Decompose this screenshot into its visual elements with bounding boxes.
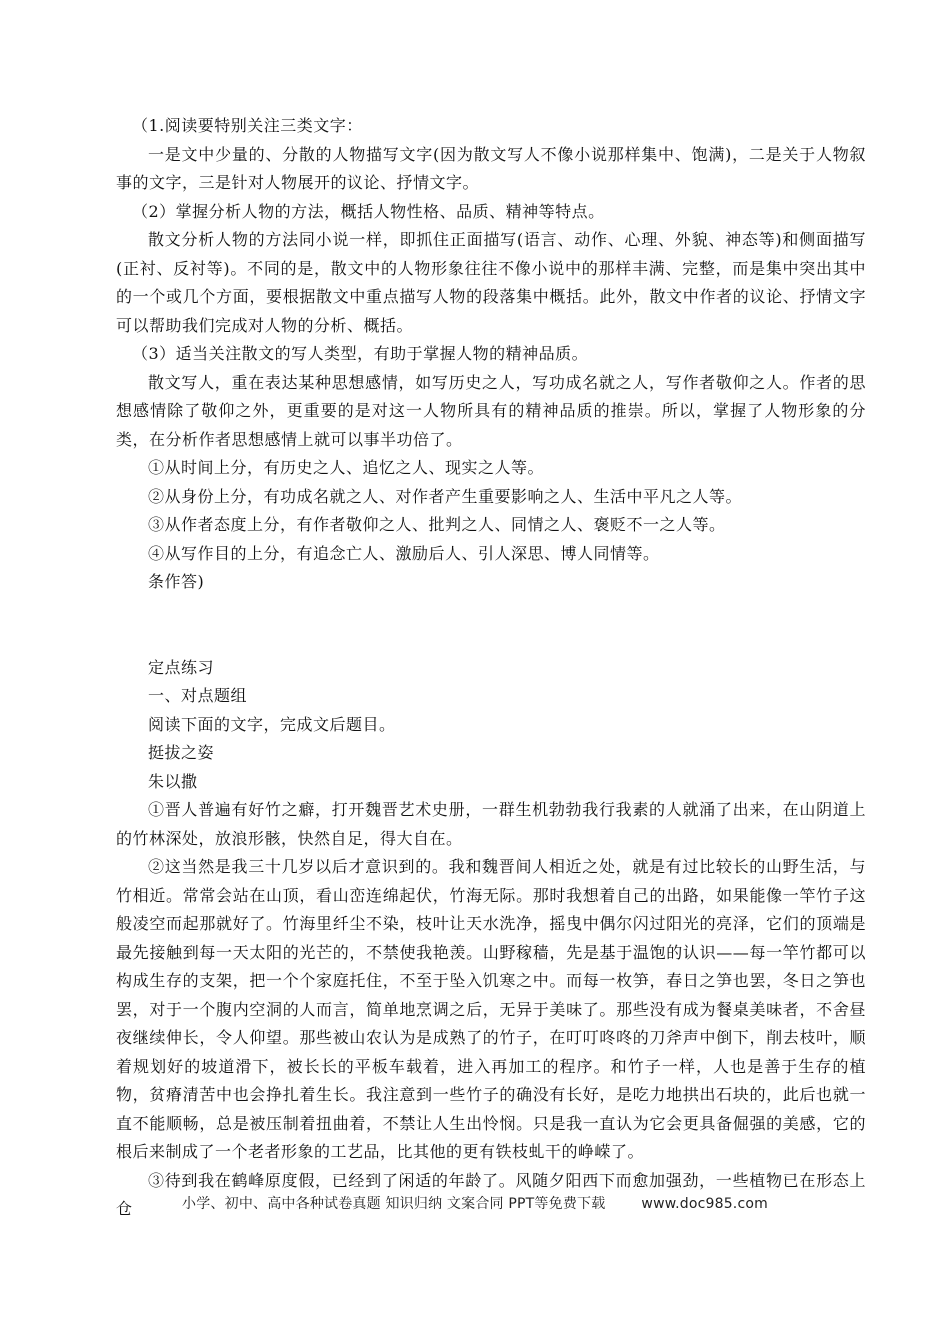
paragraph-writing-people: 散文写人，重在表达某种思想感情，如写历史之人，写功成名就之人，写作者敬仰之人。作者的思想感情除了敬仰之外，更重要的是对这一人物所具有的精神品质的推崇。所以，掌握了人物形象的分类，在分析作者思想感情上就可以事半功倍了。 [116, 372, 866, 449]
list-item-by-identity: ②从身份上分，有功成名就之人、对作者产生重要影响之人、生活中平凡之人等。 [148, 486, 743, 506]
paragraph-reading-tip-3: （3）适当关注散文的写人类型，有助于掌握人物的精神品质。 [132, 344, 589, 363]
page-footer [0, 1193, 950, 1213]
footer-site-link[interactable]: www.doc985.com [641, 1196, 768, 1212]
section-subtitle-question-group: 一、对点题组 [148, 686, 248, 705]
paragraph-fragment: 条作答) [148, 572, 205, 591]
instruction-text: 阅读下面的文字，完成文后题目。 [148, 714, 396, 734]
article-paragraph-3: ③待到我在鹤峰原度假，已经到了闲适的年龄了。风随夕阳西下而愈加强劲，一些植物已在形态上仓 [116, 1170, 866, 1218]
paragraph-reading-tip-2: （2）掌握分析人物的方法，概括人物性格、品质、精神等特点。 [132, 201, 605, 221]
footer-description: 小学、初中、高中各种试卷真题 知识归纳 文案合同 PPT等免费下载 [182, 1196, 606, 1212]
article-title: 挺拔之姿 [148, 743, 215, 762]
paragraph-reading-tip-1: （1.阅读要特别关注三类文字： [132, 116, 363, 135]
document-body [116, 112, 866, 1224]
article-paragraph-2: ②这当然是我三十几岁以后才意识到的。我和魏晋间人相近之处，就是有过比较长的山野生活，与竹相近。常常会站在山顶，看山峦连绵起伏，竹海无际。那时我想着自己的出路，如果能像一竿竹子这般凌空而起那就好了。竹海里纤尘不染，枝叶让天水洗净，摇曳中偶尔闪过阳光的亮泽，它们的顶端是最先接触到每一天太阳的光芒的，不禁使我艳羡。山野稼穑，先是基于温饱的认识——每一竿竹都可以构成生存的支架，把一个个家庭托住，不至于坠入饥寒之中。而每一枚笋，春日之笋也罢，冬日之笋也罢，对于一个腹内空洞的人而言，简单地烹调之后，无异于美味了。那些没有成为餐桌美味者，不舍昼夜继续伸长，令人仰望。那些被山农认为是成熟了的竹子，在叮叮咚咚的刀斧声中倒下，削去枝叶，顺着规划好的坡道滑下，被长长的平板车载着，进入再加工的程序。和竹子一样，人也是善于生存的植物，贫瘠清苦中也会挣扎着生长。我注意到一些竹子的确没有长好，是吃力地拱出石块的，此后也就一直不能顺畅，总是被压制着扭曲着，不禁让人生出怜悯。只是我一直认为它会更具备倔强的美感，它的根后来制成了一个老者形象的工艺品，比其他的更有铁枝虬干的峥嵘了。 [116, 857, 866, 1161]
list-item-by-attitude: ③从作者态度上分，有作者敬仰之人、批判之人、同情之人、褒贬不一之人等。 [148, 515, 726, 534]
section-title-practice: 定点练习 [148, 657, 215, 677]
paragraph-analysis-method: 散文分析人物的方法同小说一样，即抓住正面描写(语言、动作、心理、外貌、神态等)和侧面描写(正衬、反衬等)。不同的是，散文中的人物形象往往不像小说中的那样丰满、完整，而是集中突出其中的一个或几个方面，要根据散文中重点描写人物的段落集中概括。此外，散文中作者的议论、抒情文字可以帮助我们完成对人物的分析、概括。 [116, 230, 866, 335]
article-author: 朱以撒 [148, 771, 198, 791]
list-item-by-time: ①从时间上分，有历史之人、追忆之人、现实之人等。 [148, 458, 545, 477]
paragraph-three-kinds-of-text: 一是文中少量的、分散的人物描写文字(因为散文写人不像小说那样集中、饱满)，二是关于人物叙事的文字，三是针对人物展开的议论、抒情文字。 [116, 144, 866, 192]
list-item-by-purpose: ④从写作目的上分，有追念亡人、激励后人、引人深思、博人同情等。 [148, 543, 660, 563]
section-spacer [116, 597, 866, 654]
article-paragraph-1: ①晋人普遍有好竹之癖，打开魏晋艺术史册，一群生机勃勃我行我素的人就涌了出来，在山阴道上的竹林深处，放浪形骸，快然自足，得大自在。 [116, 800, 866, 848]
